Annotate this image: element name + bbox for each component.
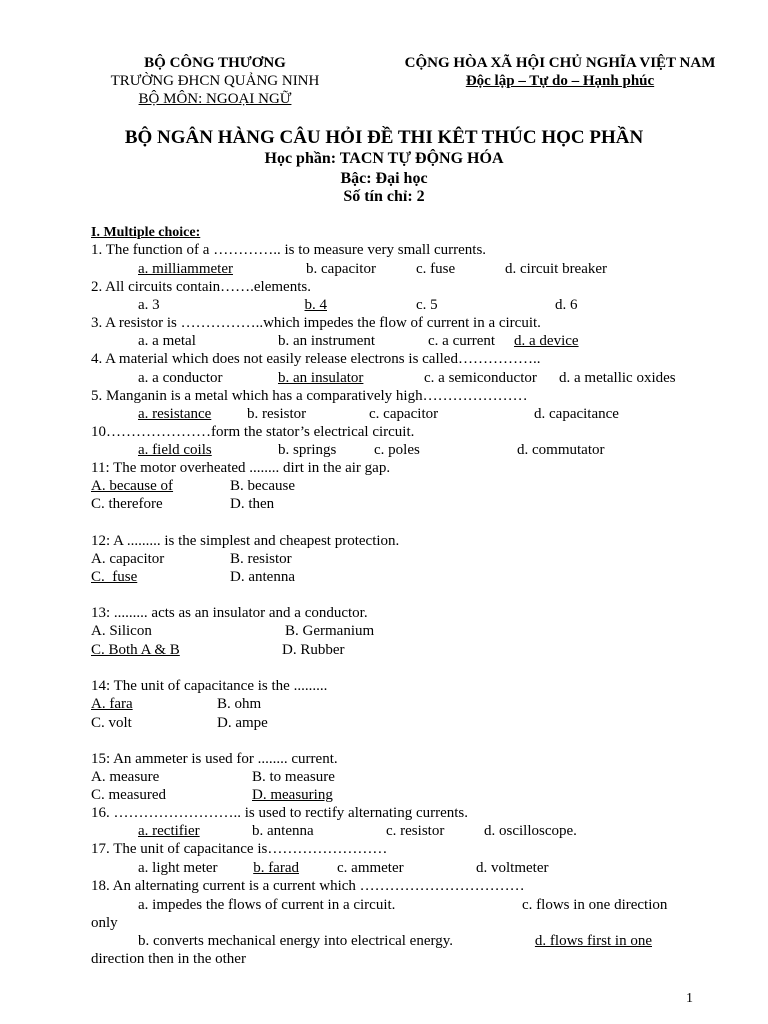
question-10-option-d: d. commutator bbox=[517, 442, 605, 458]
question-4-stem: 4. A material which does not easily release electrons is called…………….. bbox=[91, 351, 541, 367]
question-15-stem: 15: An ammeter is used for ........ current. bbox=[91, 751, 338, 767]
department-name bbox=[95, 90, 335, 108]
question-5-option-b: b. resistor bbox=[247, 406, 307, 422]
question-11-option-d: D. then bbox=[230, 496, 275, 512]
question-16-option-b: b. antenna bbox=[252, 823, 314, 839]
question-17-option-a: a. light meter bbox=[138, 860, 218, 876]
question-3-option-a: a. a metal bbox=[138, 333, 196, 349]
question-12-option-b: B. resistor bbox=[230, 551, 292, 567]
question-14-option-d: D. ampe bbox=[217, 715, 268, 731]
question-18-option-d: d. flows first in one bbox=[534, 933, 652, 949]
question-12-stem: 12: A ......... is the simplest and cheapest protection. bbox=[91, 533, 400, 549]
question-17-option-c: c. ammeter bbox=[337, 860, 404, 876]
question-18-option-c: c. flows in one direction bbox=[522, 897, 668, 913]
question-11-stem: 11: The motor overheated ........ dirt in the air gap. bbox=[91, 460, 391, 476]
question-4-option-d: d. a metallic oxides bbox=[559, 370, 676, 386]
course-credits: Số tín chỉ: 2 bbox=[343, 188, 425, 205]
question-15-option-b: B. to measure bbox=[252, 769, 335, 785]
question-4-option-c: c. a semiconductor bbox=[424, 370, 537, 386]
school-name: TRƯỜNG ĐHCN QUẢNG NINH bbox=[110, 73, 320, 89]
question-3-option-b: b. an instrument bbox=[278, 333, 376, 349]
question-15-option-a: A. measure bbox=[91, 769, 160, 785]
question-10-option-b: b. springs bbox=[278, 442, 337, 458]
question-12-option-d: D. antenna bbox=[230, 569, 295, 585]
question-17-option-d: d. voltmeter bbox=[476, 860, 549, 876]
question-5-option-a: a. resistance bbox=[138, 406, 212, 422]
question-10-option-c: c. poles bbox=[374, 442, 420, 458]
question-11-option-c: C. therefore bbox=[91, 496, 163, 512]
question-16-option-a: a. rectifier bbox=[138, 823, 200, 839]
question-17-option-b: b. farad bbox=[253, 860, 299, 876]
question-15-option-c: C. measured bbox=[91, 787, 166, 803]
question-2-option-a: a. 3 bbox=[138, 297, 160, 313]
question-1-stem: 1. The function of a ………….. is to measure very small currents. bbox=[91, 242, 487, 258]
page-number: 1 bbox=[686, 991, 693, 1006]
question-5-stem: 5. Manganin is a metal which has a comparatively high………………… bbox=[91, 388, 528, 404]
national-title: CỘNG HÒA XÃ HỘI CHỦ NGHĨA VIỆT NAM bbox=[404, 55, 716, 71]
question-1-option-b: b. capacitor bbox=[306, 261, 376, 277]
question-14-option-b: B. ohm bbox=[217, 696, 262, 712]
question-10-option-a: a. field coils bbox=[138, 442, 212, 458]
question-1-option-a: a. milliammeter bbox=[138, 261, 233, 277]
question-13-option-a: A. Silicon bbox=[91, 623, 152, 639]
question-2-option-b: b. 4 bbox=[304, 297, 327, 313]
question-14-option-a: A. fara bbox=[91, 696, 133, 712]
question-12-option-a: A. capacitor bbox=[91, 551, 165, 567]
question-12-option-c: C. fuse bbox=[91, 569, 138, 585]
question-15-option-d: D. measuring bbox=[252, 787, 333, 803]
question-18-option-d-continued: direction then in the other bbox=[91, 951, 246, 967]
question-2-option-c: c. 5 bbox=[416, 297, 438, 313]
question-2-stem: 2. All circuits contain…….elements. bbox=[91, 279, 311, 295]
question-13-option-d: D. Rubber bbox=[282, 642, 345, 658]
section-heading: I. Multiple choice: bbox=[91, 225, 201, 240]
question-14-stem: 14: The unit of capacitance is the ......... bbox=[91, 678, 328, 694]
question-11-option-b: B. because bbox=[230, 478, 295, 494]
question-14-option-c: C. volt bbox=[91, 715, 132, 731]
question-4-option-a: a. a conductor bbox=[138, 370, 223, 386]
ministry-name: BỘ CÔNG THƯƠNG bbox=[144, 55, 286, 71]
question-18-option-a: a. impedes the flows of current in a circuit. bbox=[138, 897, 396, 913]
question-2-option-d: d. 6 bbox=[555, 297, 578, 313]
question-18-option-b: b. converts mechanical energy into electrical energy. bbox=[138, 933, 453, 949]
document-title: BỘ NGÂN HÀNG CÂU HỎI ĐỀ THI KÊT THÚC HỌC PHẦN bbox=[124, 127, 644, 148]
question-16-stem: 16. …………………….. is used to rectify alternating currents. bbox=[91, 805, 469, 821]
question-5-option-d: d. capacitance bbox=[534, 406, 619, 422]
course-name: Học phần: TACN TỰ ĐỘNG HÓA bbox=[264, 150, 504, 167]
course-level: Bậc: Đại học bbox=[340, 170, 428, 187]
question-18-stem: 18. An alternating current is a current which …………………………… bbox=[91, 878, 525, 894]
question-13-stem: 13: ......... acts as an insulator and a conductor. bbox=[91, 605, 368, 621]
motto-text: Độc lập – Tự do – Hạnh phúc bbox=[465, 73, 655, 89]
question-18-option-c-continued: only bbox=[91, 915, 118, 931]
question-13-option-c: C. Both A & B bbox=[91, 642, 180, 658]
department-label: BỘ MÔN: NGOẠI NGỮ bbox=[138, 91, 292, 107]
question-16-option-d: d. oscilloscope. bbox=[484, 823, 577, 839]
question-4-option-b: b. an insulator bbox=[278, 370, 364, 386]
question-1-option-c: c. fuse bbox=[416, 261, 456, 277]
national-motto bbox=[390, 72, 730, 90]
question-3-option-c: c. a current bbox=[428, 333, 496, 349]
question-13-option-b: B. Germanium bbox=[285, 623, 375, 639]
question-3-stem: 3. A resistor is ……………..which impedes the flow of current in a circuit. bbox=[91, 315, 541, 331]
question-5-option-c: c. capacitor bbox=[369, 406, 439, 422]
question-1-option-d: d. circuit breaker bbox=[505, 261, 608, 277]
question-11-option-a: A. because of bbox=[91, 478, 174, 494]
question-17-stem: 17. The unit of capacitance is…………………… bbox=[91, 841, 388, 857]
question-3-option-d: d. a device bbox=[514, 333, 579, 349]
question-16-option-c: c. resistor bbox=[386, 823, 445, 839]
question-10-stem: 10…………………form the stator’s electrical circuit. bbox=[91, 424, 415, 440]
